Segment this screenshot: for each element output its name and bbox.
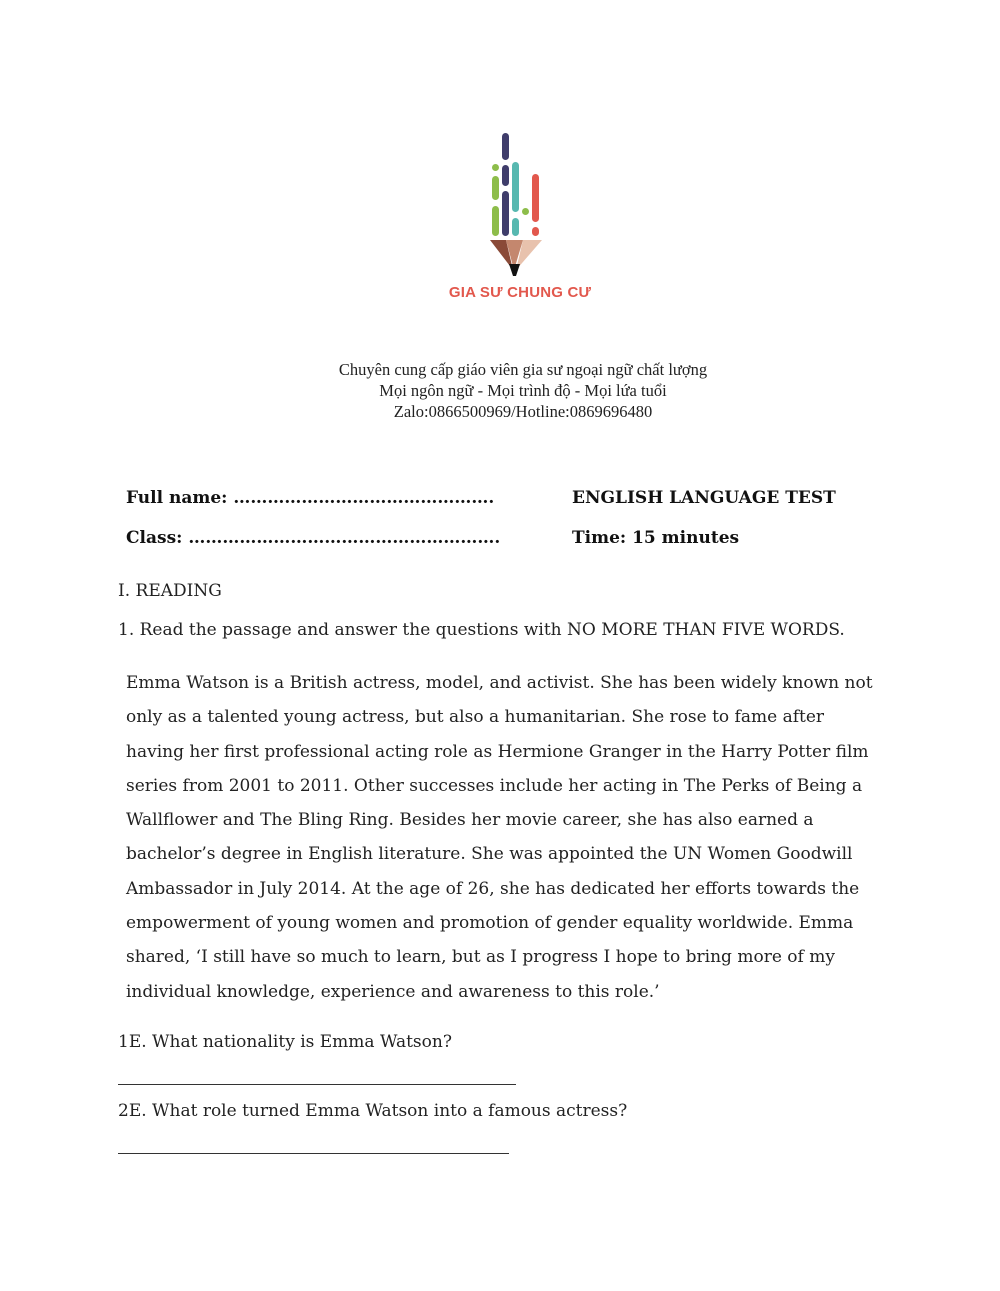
- section-title: I. READING: [118, 581, 222, 601]
- class-field: Class: ……………………………………………….: [126, 528, 501, 548]
- tagline-contact: Zalo:0866500969/Hotline:0869696480: [393, 402, 653, 421]
- brand-logo: [478, 128, 558, 278]
- pencil-logo-icon: [478, 128, 558, 278]
- brand-name: GIA SƯ CHUNG CƯ: [448, 284, 592, 301]
- question-1e: 1E. What nationality is Emma Watson?: [118, 1032, 452, 1052]
- time-limit: Time: 15 minutes: [572, 528, 740, 548]
- full-name-field: Full name: ……………………………………….: [126, 488, 495, 508]
- answer-line-1e[interactable]: [118, 1084, 516, 1085]
- tagline-line-1: Chuyên cung cấp giáo viên gia sư ngoại ngữ chất lượng: [338, 360, 708, 379]
- tagline-line-2: Mọi ngôn ngữ - Mọi trình độ - Mọi lứa tuổi: [379, 381, 667, 400]
- answer-line-2e[interactable]: [118, 1153, 509, 1154]
- reading-passage: Emma Watson is a British actress, model, and activist. She has been widely known not only as a talented young actress, but also a humanitarian. She rose to fame after having her first professional acting role as Hermione Granger in the Harry Potter film series from 2001 to 2011. Other successes include her acting in The Perks of Being a Wallflower and The Bling Ring. Besides her movie career, she has also earned a bachelor’s degree in English literature. She was appointed the UN Women Goodwill Ambassador in July 2014. At the age of 26, she has dedicated her efforts towards the empowerment of young women and promotion of gender equality worldwide. Emma shared, ‘I still have so much to learn, but as I progress I hope to bring more of my individual knowledge, experience and awareness to this role.’: [126, 673, 873, 1002]
- question-2e: 2E. What role turned Emma Watson into a famous actress?: [118, 1101, 628, 1121]
- test-title: ENGLISH LANGUAGE TEST: [572, 488, 836, 508]
- instruction: 1. Read the passage and answer the questions with NO MORE THAN FIVE WORDS.: [118, 620, 845, 640]
